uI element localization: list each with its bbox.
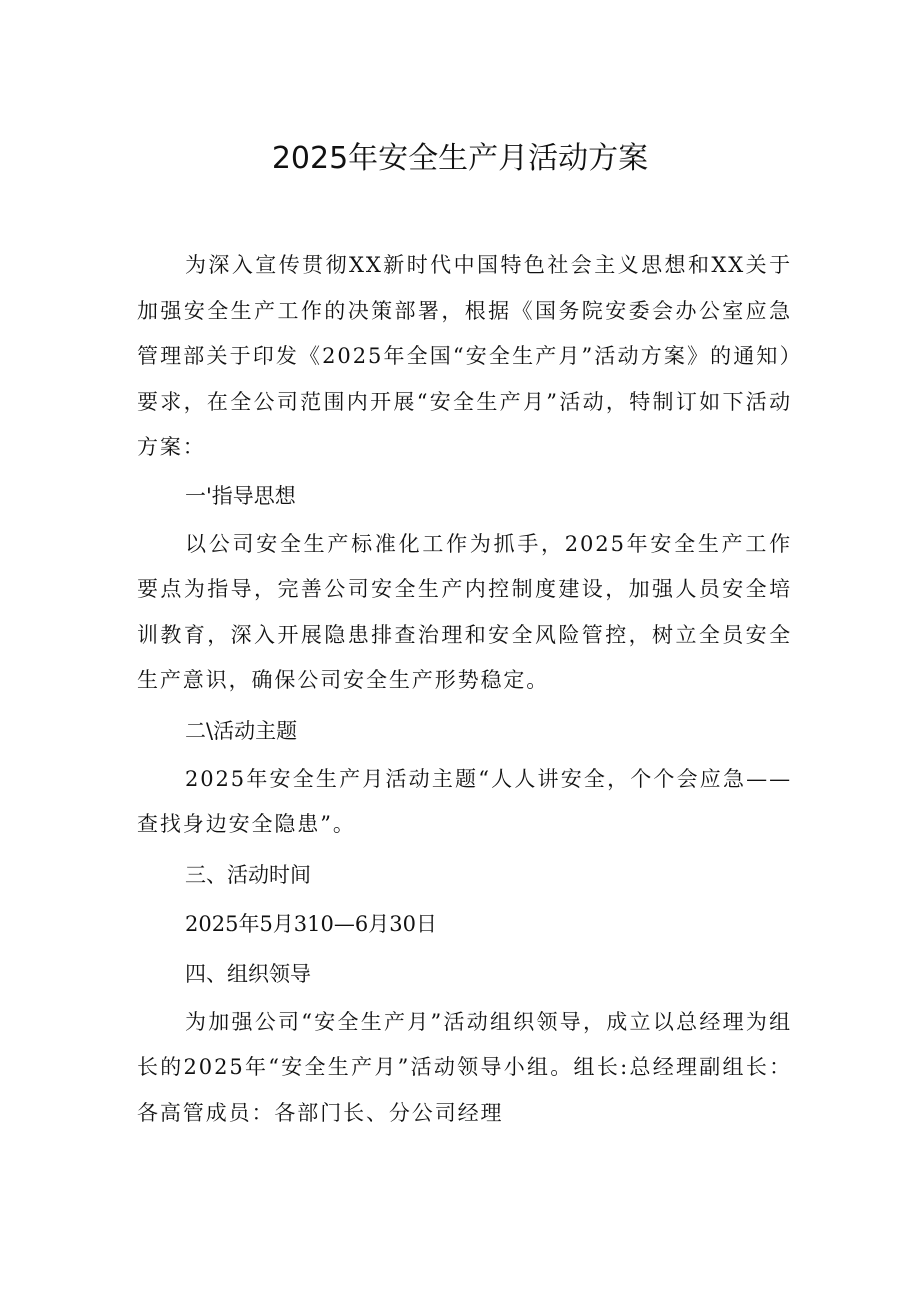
intro-paragraph: 为深入宣传贯彻XX新时代中国特色社会主义思想和XX关于加强安全生产工作的决策部署，根据《国务院安委会办公室应急管理部关于印发《2025年全国“安全生产月”活动方案》的通知）要求，在全公司范围内开展“安全生产月”活动，特制订如下活动方案：: [137, 253, 792, 459]
section-heading-organization: 四、组织领导: [185, 961, 311, 986]
section-heading-activity-time: 三、活动时间: [185, 862, 311, 887]
section-body-organization: 为加强公司“安全生产月”活动组织领导，成立以总经理为组长的2025年“安全生产月”活动领导小组。组长:总经理副组长：各高管成员：各部门长、分公司经理: [137, 1009, 792, 1125]
document-title: 2025年安全生产月活动方案: [271, 141, 649, 176]
section-body-activity-theme: 2025年安全生产月活动主题“人人讲安全，个个会应急——查找身边安全隐患”。: [137, 766, 792, 836]
document-body: [137, 243, 792, 1136]
section-body-guiding-ideology: 以公司安全生产标准化工作为抓手，2025年安全生产工作要点为指导，完善公司安全生产内控制度建设，加强人员安全培训教育，深入开展隐患排查治理和安全风险管控，树立全员安全生产意识，确保公司安全生产形势稳定。: [137, 531, 792, 692]
section-heading-activity-theme: 二\活动主题: [185, 718, 298, 743]
section-heading-guiding-ideology: 一'指导思想: [185, 483, 296, 508]
section-body-activity-time: 2025年5月310—6月30日: [185, 911, 437, 936]
